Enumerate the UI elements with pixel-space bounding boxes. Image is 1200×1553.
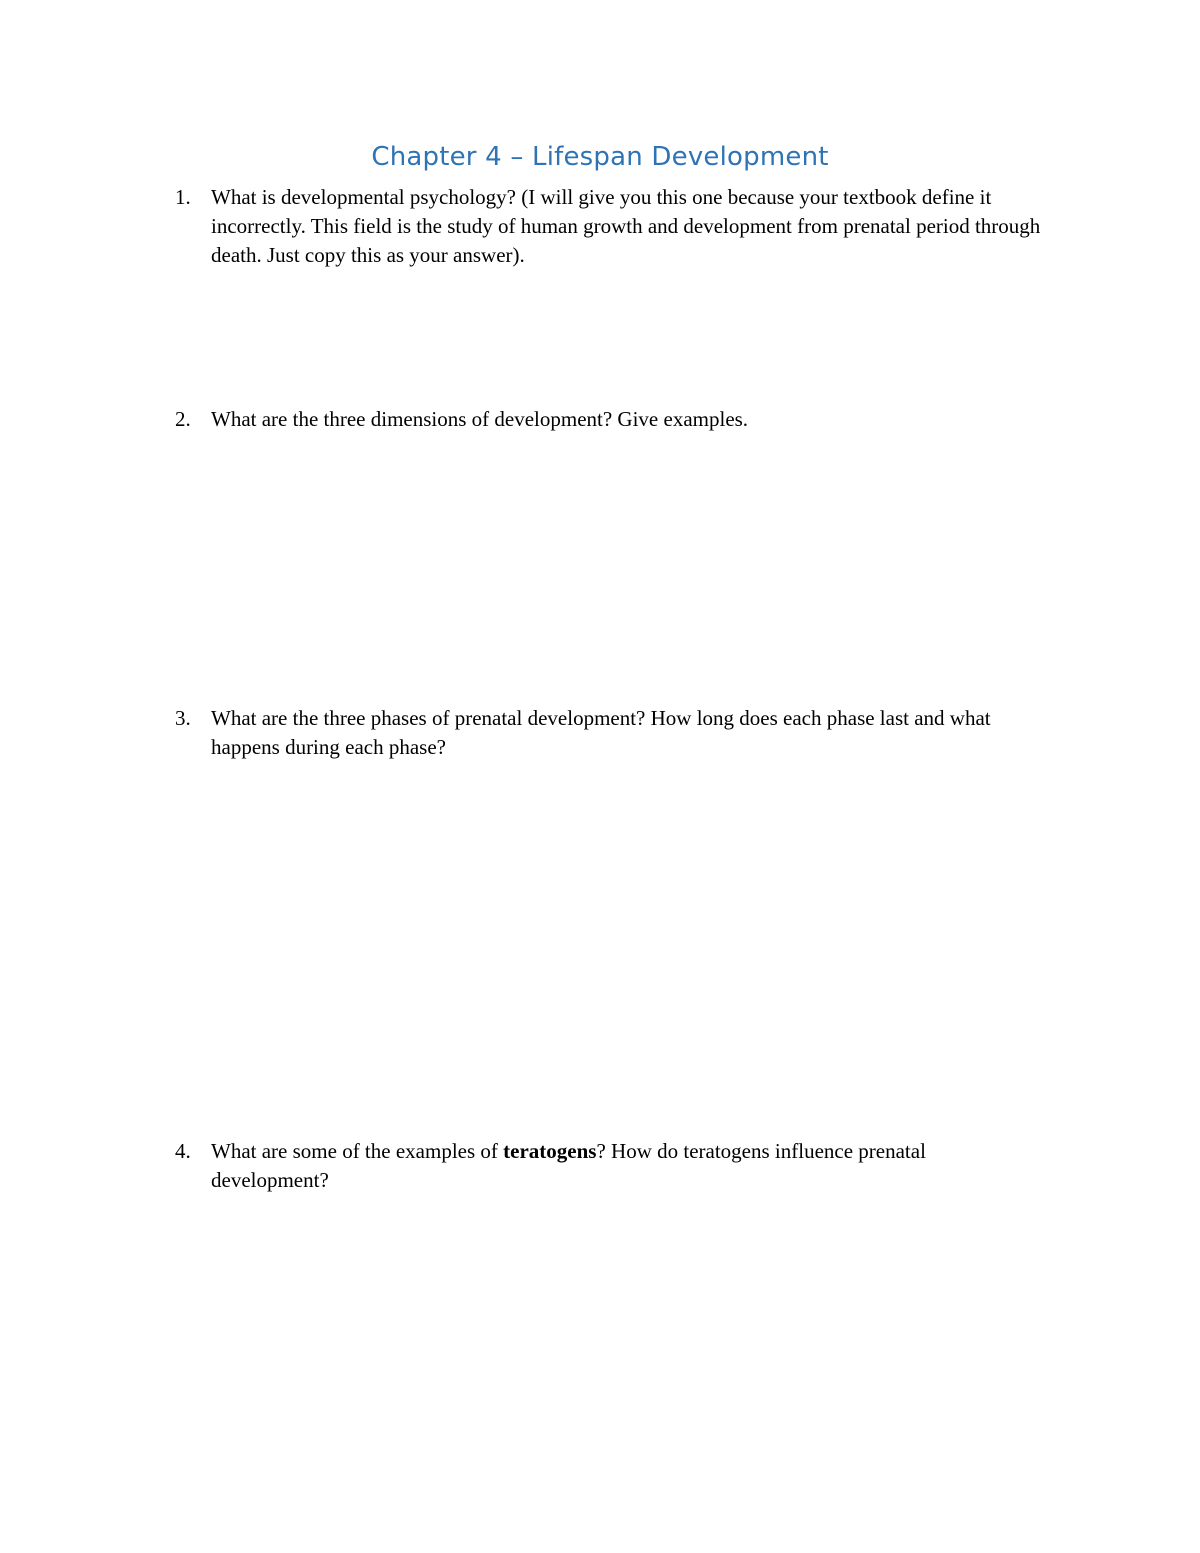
question-1 (175, 183, 1045, 270)
question-text-before: What are some of the examples of (211, 1139, 504, 1163)
question-number: 2. (175, 407, 191, 431)
question-3 (175, 704, 1045, 762)
question-text: What are the three phases of prenatal development? How long does each phase last and what happens during each phase? (211, 706, 991, 759)
question-text: What are the three dimensions of development? Give examples. (211, 407, 749, 431)
question-text (211, 1137, 1045, 1195)
question-number: 4. (175, 1139, 191, 1163)
question-4 (175, 1137, 1045, 1195)
bold-term: teratogens (503, 1139, 597, 1163)
question-number: 3. (175, 706, 191, 730)
question-number: 1. (175, 185, 191, 209)
question-text-after: ? How do teratogens influence prenatal development? (211, 1139, 926, 1192)
question-text: What is developmental psychology? (I will give you this one because your textbook define it incorrectly. This field is the study of human growth and development from prenatal period through death. Just copy this as your answer). (211, 185, 1041, 267)
page-title: Chapter 4 – Lifespan Development (371, 142, 829, 172)
question-2 (175, 405, 1045, 434)
